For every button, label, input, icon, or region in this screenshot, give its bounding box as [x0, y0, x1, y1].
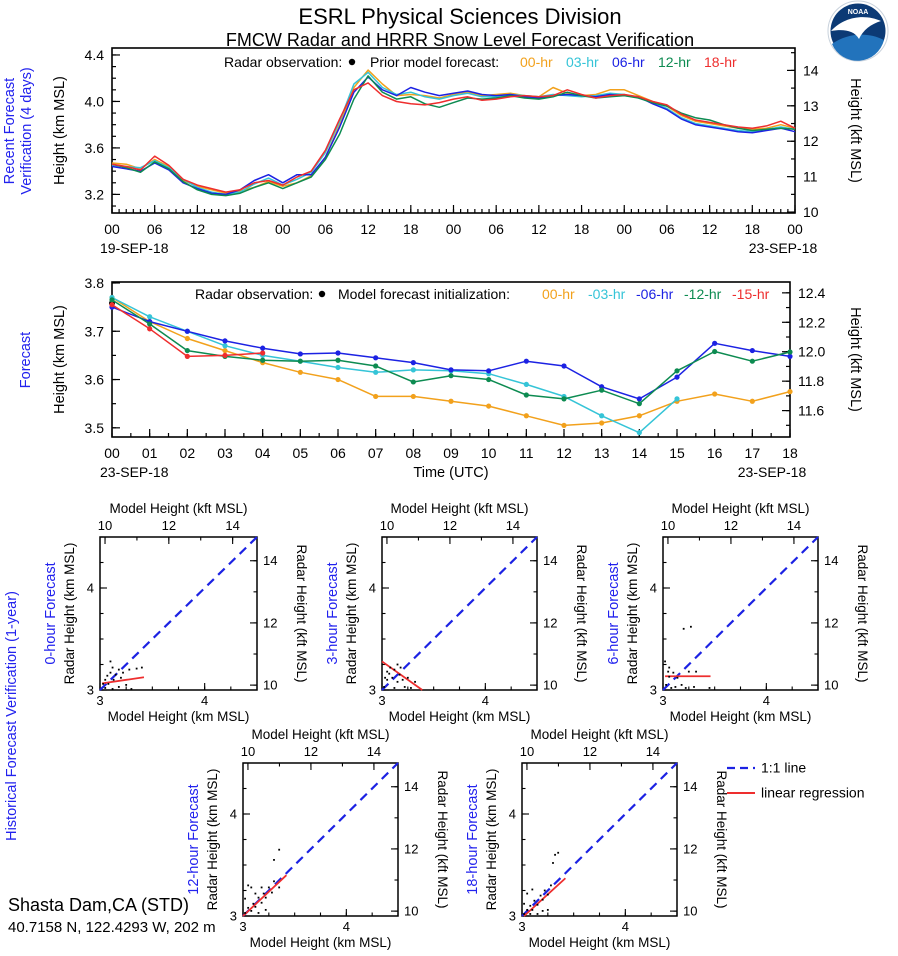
scatter-18-hour	[465, 727, 729, 950]
km-tick-label: 3	[368, 682, 376, 698]
y-tick-label: 4.4	[84, 46, 104, 63]
x-axis-label-top: Model Height (kft MSL)	[109, 501, 248, 516]
x-axis-label-bottom: Model Height (km MSL)	[388, 709, 531, 724]
y-axis-label-left: Radar Height (km MSL)	[344, 542, 359, 685]
legend-entry-06-hr: 06-hr	[612, 54, 645, 70]
km-tick-label: 4	[86, 580, 94, 596]
y-axis-label-left: Radar Height (km MSL)	[484, 768, 499, 911]
regression-line	[243, 875, 286, 916]
kft-tick-label: 10	[519, 744, 535, 759]
kft-tick-label: 12	[161, 518, 177, 533]
kft-tick-label: 12	[442, 518, 458, 533]
km-tick-label: 3	[378, 693, 386, 708]
x-tick-label: 12	[189, 221, 206, 237]
kft-tick-label: 12	[543, 615, 558, 631]
km-tick-label: 3	[649, 682, 657, 698]
forecast-panel	[18, 275, 863, 481]
kft-tick-label: 10	[404, 903, 419, 919]
km-tick-label: 4	[342, 919, 350, 934]
x-tick-label: 08	[405, 445, 422, 461]
date-label-left: 23-SEP-18	[100, 464, 169, 480]
y-axis-label-left: Height (km MSL)	[52, 76, 68, 185]
x-tick-label: 18	[573, 221, 590, 237]
kft-tick-label: 12	[303, 744, 319, 759]
km-tick-label: 4	[621, 919, 629, 934]
y-tick-label: 11.8	[798, 373, 825, 390]
x-axis-label-top: Model Height (kft MSL)	[390, 501, 529, 516]
legend-entry--03-hr: -03-hr	[588, 286, 626, 302]
section-label: Verification (4 days)	[19, 67, 35, 195]
kft-tick-label: 10	[240, 744, 256, 759]
kft-tick-label: 10	[379, 518, 395, 533]
x-tick-label: 14	[631, 445, 648, 461]
x-tick-label: 06	[659, 221, 675, 237]
km-tick-label: 4	[201, 693, 209, 708]
y-tick-label: 12.4	[798, 284, 826, 301]
legend-model-label: Prior model forecast:	[370, 54, 500, 70]
panel-title: 18-hour Forecast	[465, 784, 481, 895]
y-axis-label-right: Radar Height (kft MSL)	[714, 770, 729, 909]
km-tick-label: 4	[508, 806, 516, 822]
x-axis-label-bottom: Model Height (km MSL)	[669, 709, 812, 724]
x-axis-label: Time (UTC)	[413, 465, 489, 481]
kft-tick-label: 14	[404, 779, 419, 795]
x-tick-label: 18	[232, 221, 248, 237]
scatter-3-hour	[325, 501, 589, 724]
y-tick-label: 3.6	[84, 371, 104, 388]
km-tick-label: 4	[649, 580, 657, 596]
x-axis-label-top: Model Height (kft MSL)	[530, 727, 669, 742]
station-coords: 40.7158 N, 122.4293 W, 202 m	[8, 919, 216, 936]
kft-tick-label: 12	[263, 615, 278, 631]
km-tick-label: 3	[96, 693, 104, 708]
kft-tick-label: 12	[582, 744, 598, 759]
scatter-6-hour	[606, 501, 870, 724]
x-axis-label-top: Model Height (kft MSL)	[251, 727, 390, 742]
obs-dot-icon	[319, 291, 325, 297]
kft-tick-label: 14	[683, 779, 698, 795]
x-axis-label-bottom: Model Height (km MSL)	[107, 709, 250, 724]
legend-obs-label: Radar observation:	[224, 54, 343, 70]
forecast-series-00-hr	[112, 298, 790, 426]
section-label: Forecast	[18, 331, 34, 389]
x-tick-label: 12	[531, 221, 547, 237]
km-tick-label: 3	[518, 919, 526, 934]
x-tick-label: 09	[443, 445, 459, 461]
one-to-one-line	[663, 537, 818, 690]
x-tick-label: 07	[367, 445, 384, 461]
kft-tick-label: 10	[263, 677, 278, 693]
x-tick-label: 16	[706, 445, 723, 461]
x-tick-label: 01	[141, 445, 158, 461]
y-tick-label: 3.7	[84, 323, 104, 340]
obs-dot-icon	[349, 59, 355, 65]
x-tick-label: 04	[254, 445, 271, 461]
y-tick-label: 3.8	[84, 274, 104, 291]
kft-tick-label: 14	[645, 744, 661, 759]
legend-entry--06-hr: -06-hr	[636, 286, 674, 302]
forecast-series--06-hr	[112, 307, 790, 399]
date-label-right: 23-SEP-18	[737, 464, 807, 480]
x-tick-label: 15	[669, 445, 685, 461]
x-tick-label: 00	[104, 221, 120, 237]
legend-entry-00-hr: 00-hr	[520, 54, 553, 70]
km-tick-label: 3	[508, 908, 516, 924]
km-tick-label: 4	[481, 693, 489, 708]
recent-verification-panel	[2, 47, 863, 256]
y-axis-label-right: Height (kft MSL)	[847, 307, 863, 412]
legend-entry-03-hr: 03-hr	[566, 54, 599, 70]
legend-model-label: Model forecast initialization:	[338, 286, 510, 302]
panel-title: 12-hour Forecast	[186, 784, 202, 895]
y-tick-label: 13	[803, 97, 819, 114]
legend-entry-18-hr: 18-hr	[704, 54, 737, 70]
kft-tick-label: 14	[225, 518, 240, 533]
legend-obs-label: Radar observation:	[195, 286, 314, 302]
one-to-one-line	[522, 763, 677, 916]
x-tick-label: 06	[317, 221, 334, 237]
kft-tick-label: 14	[543, 553, 558, 569]
legend-regression-label: linear regression	[761, 784, 865, 801]
y-axis-label-right: Radar Height (kft MSL)	[855, 544, 870, 683]
date-label-left: 19-SEP-18	[100, 240, 169, 256]
kft-tick-label: 14	[366, 744, 382, 759]
y-axis-label-right: Radar Height (kft MSL)	[294, 544, 309, 683]
panel-title: 6-hour Forecast	[606, 562, 622, 665]
x-axis-label-bottom: Model Height (km MSL)	[249, 935, 392, 950]
y-axis-label-left: Radar Height (km MSL)	[62, 542, 77, 685]
plot-frame	[112, 282, 790, 437]
y-axis-label-left: Radar Height (km MSL)	[625, 542, 640, 685]
x-tick-label: 00	[787, 221, 803, 237]
y-tick-label: 10	[803, 204, 819, 221]
x-tick-label: 06	[330, 445, 346, 461]
recent-verification-series-00-hr	[112, 70, 795, 193]
y-axis-label-right: Radar Height (kft MSL)	[574, 544, 589, 683]
x-tick-label: 05	[292, 445, 309, 461]
y-tick-label: 14	[803, 62, 819, 79]
kft-tick-label: 14	[824, 553, 839, 569]
kft-tick-label: 12	[683, 841, 698, 857]
km-tick-label: 4	[368, 580, 376, 596]
y-axis-label-right: Height (kft MSL)	[847, 78, 863, 183]
km-tick-label: 3	[86, 682, 94, 698]
kft-tick-label: 14	[505, 518, 521, 533]
x-tick-label: 03	[217, 445, 233, 461]
km-tick-label: 4	[229, 806, 237, 822]
x-tick-label: 12	[701, 221, 718, 237]
y-tick-label: 12.0	[798, 343, 826, 360]
y-axis-label-left: Height (km MSL)	[52, 305, 68, 414]
x-tick-label: 06	[146, 221, 163, 237]
panel-title: 3-hour Forecast	[325, 562, 341, 665]
page-subtitle: FMCW Radar and HRRR Snow Level Forecast Verification	[225, 30, 695, 50]
kft-tick-label: 10	[543, 677, 558, 693]
plot-frame	[112, 48, 795, 213]
forecast-series--12-hr	[112, 300, 790, 404]
x-tick-label: 00	[445, 221, 462, 237]
legend-entry--12-hr: -12-hr	[684, 286, 722, 302]
x-tick-label: 17	[744, 445, 761, 461]
kft-tick-label: 12	[824, 615, 839, 631]
kft-tick-label: 10	[683, 903, 698, 919]
x-tick-label: 00	[616, 221, 633, 237]
kft-tick-label: 10	[824, 677, 839, 693]
kft-tick-label: 14	[786, 518, 802, 533]
y-tick-label: 3.6	[84, 139, 104, 156]
x-tick-label: 18	[744, 221, 761, 237]
x-axis-label-top: Model Height (kft MSL)	[671, 501, 810, 516]
km-tick-label: 3	[239, 919, 247, 934]
y-tick-label: 11	[803, 168, 818, 185]
section-label: Recent Forecast	[2, 77, 18, 185]
kft-tick-label: 10	[660, 518, 676, 533]
legend-entry-00-hr: 00-hr	[542, 286, 575, 302]
regression-line	[524, 878, 565, 916]
scatter-0-hour	[43, 501, 309, 724]
kft-tick-label: 12	[404, 841, 419, 857]
regression-line	[382, 661, 422, 690]
y-tick-label: 11.6	[798, 402, 825, 419]
km-tick-label: 3	[659, 693, 667, 708]
one-to-one-line	[382, 537, 537, 690]
legend-entry-12-hr: 12-hr	[658, 54, 691, 70]
station-name: Shasta Dam,CA (STD)	[8, 895, 190, 915]
kft-tick-label: 14	[263, 553, 278, 569]
x-tick-label: 10	[480, 445, 497, 461]
forecast-series--03-hr	[112, 298, 677, 433]
panel-title: 0-hour Forecast	[43, 562, 59, 665]
x-tick-label: 06	[488, 221, 504, 237]
x-tick-label: 00	[104, 445, 120, 461]
kft-tick-label: 10	[97, 518, 113, 533]
x-tick-label: 18	[782, 445, 798, 461]
recent-verification-series-18-hr	[112, 83, 795, 192]
one-to-one-line	[100, 537, 257, 690]
km-tick-label: 3	[229, 908, 237, 924]
y-tick-label: 4.0	[84, 93, 104, 110]
x-tick-label: 12	[360, 221, 376, 237]
x-tick-label: 00	[274, 221, 291, 237]
y-axis-label-right: Radar Height (kft MSL)	[435, 770, 450, 909]
y-tick-label: 3.2	[84, 186, 104, 203]
scatter-12-hour	[186, 727, 450, 950]
date-label-right: 23-SEP-18	[748, 240, 818, 256]
x-tick-label: 18	[403, 221, 419, 237]
y-axis-label-left: Radar Height (km MSL)	[205, 768, 220, 911]
page-title: ESRL Physical Sciences Division	[298, 4, 622, 29]
x-tick-label: 13	[593, 445, 610, 461]
y-tick-label: 12.2	[798, 314, 826, 331]
x-tick-label: 11	[519, 445, 534, 461]
kft-tick-label: 12	[723, 518, 739, 533]
logo-text: NOAA	[847, 9, 869, 16]
x-tick-label: 12	[556, 445, 572, 461]
regression-line	[102, 677, 144, 683]
legend-entry--15-hr: -15-hr	[732, 286, 770, 302]
x-tick-label: 02	[179, 445, 196, 461]
km-tick-label: 4	[762, 693, 770, 708]
y-tick-label: 3.5	[84, 419, 104, 436]
historical-verification-section	[4, 501, 870, 950]
y-tick-label: 12	[803, 133, 819, 150]
x-axis-label-bottom: Model Height (km MSL)	[528, 935, 671, 950]
section-label: Historical Forecast Verification (1-year)	[4, 591, 20, 841]
recent-verification-series-03-hr	[112, 72, 795, 194]
legend-one-to-one-label: 1:1 line	[761, 759, 807, 776]
